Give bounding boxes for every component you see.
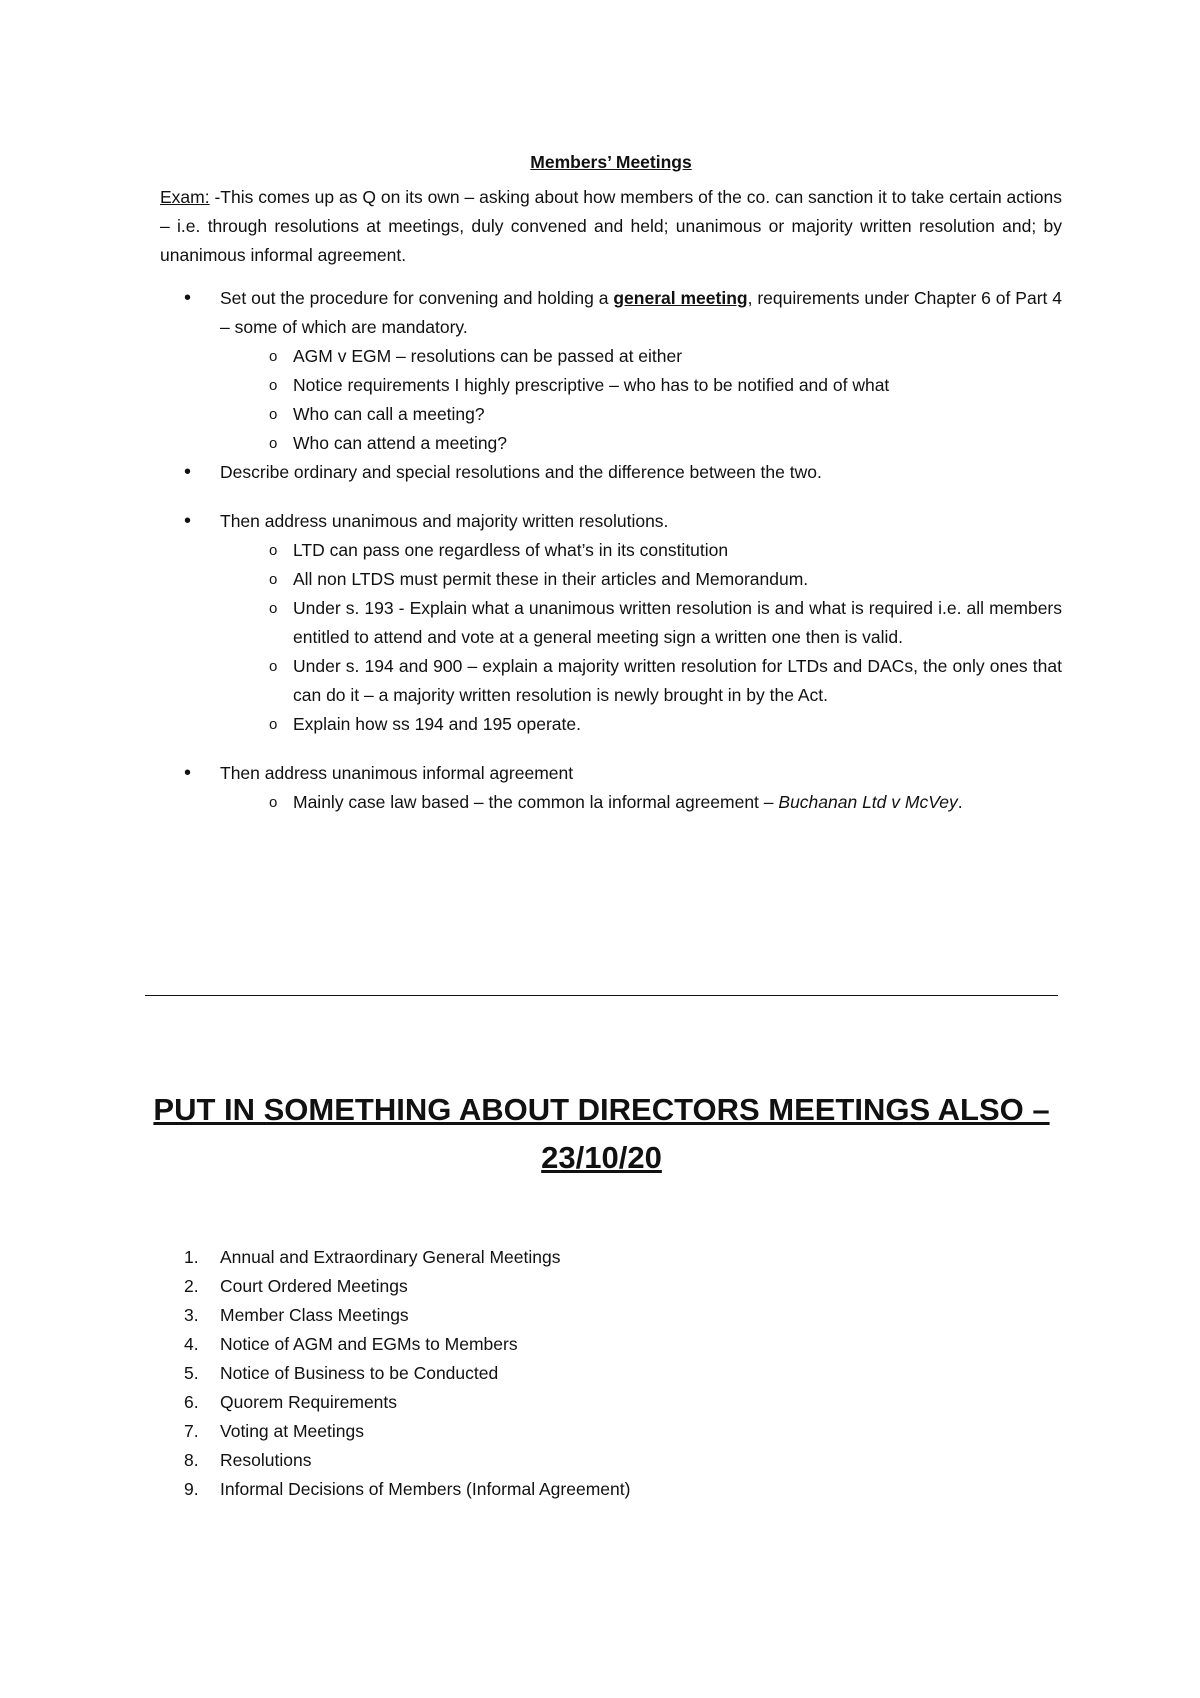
sub-item: o AGM v EGM – resolutions can be passed at either [220, 342, 1062, 371]
item-number: 7. [184, 1421, 199, 1441]
item-text: Voting at Meetings [220, 1421, 364, 1441]
bullet-text: Then address unanimous and majority written resolutions. [220, 511, 669, 531]
item-number: 2. [184, 1276, 199, 1296]
item-text: Resolutions [220, 1450, 312, 1470]
sub-text: Mainly case law based – the common la informal agreement – [293, 792, 779, 812]
item-text: Annual and Extraordinary General Meetings [220, 1247, 561, 1267]
item-text: Member Class Meetings [220, 1305, 409, 1325]
sub-item [220, 788, 1062, 817]
item-text: Court Ordered Meetings [220, 1276, 408, 1296]
item-number: 1. [184, 1247, 199, 1267]
item-number: 5. [184, 1363, 199, 1383]
numbered-list [160, 1243, 630, 1504]
sub-item: o LTD can pass one regardless of what’s in its constitution [220, 536, 1062, 565]
bullet-item [160, 759, 1062, 817]
item-text: Notice of AGM and EGMs to Members [220, 1334, 518, 1354]
numbered-item [160, 1330, 630, 1359]
item-text: Quorem Requirements [220, 1392, 398, 1412]
horizontal-divider [145, 995, 1058, 996]
sub-text: . [957, 792, 963, 812]
sub-item: o Who can attend a meeting? [220, 429, 1062, 458]
item-number: 3. [184, 1305, 199, 1325]
sub-item: o All non LTDS must permit these in their articles and Memorandum. [220, 565, 1062, 594]
item-text: Informal Decisions of Members (Informal Agreement) [220, 1479, 631, 1499]
bullet-list-3 [160, 759, 1062, 817]
bullet-text: Then address unanimous informal agreement [220, 763, 574, 783]
numbered-item [160, 1301, 630, 1330]
bullet-text: Set out the procedure for convening and holding a [220, 288, 614, 308]
numbered-item [160, 1475, 630, 1504]
sub-item: o Notice requirements I highly prescriptive – who has to be notified and of what [220, 371, 1062, 400]
exam-text: -This comes up as Q on its own – asking about how members of the co. can sanction it to take certain actions – i.e. through resolutions at meetings, duly convened and held; unanimous or majority written resolution and; by unanimous informal agreement. [160, 187, 1062, 265]
general-meeting-term: general meeting [613, 288, 748, 308]
bullet-list-1 [160, 284, 1062, 487]
bullet-item: • Describe ordinary and special resolutions and the difference between the two. [160, 458, 1062, 487]
exam-paragraph [160, 183, 1062, 270]
item-number: 4. [184, 1334, 199, 1354]
numbered-item [160, 1243, 630, 1272]
sub-list [220, 788, 1062, 817]
bullet-item [160, 507, 1062, 739]
numbered-item [160, 1446, 630, 1475]
exam-label: Exam: [160, 187, 210, 207]
item-number: 8. [184, 1450, 199, 1470]
sub-list [220, 342, 1062, 458]
sub-list [220, 536, 1062, 739]
numbered-item [160, 1388, 630, 1417]
sub-item: o Under s. 194 and 900 – explain a majority written resolution for LTDs and DACs, the only ones that can do it – a majority written resolution is newly brought in by the Act. [220, 652, 1062, 710]
bullet-text: , requirements under Chapter 6 of Part 4 – some of which are mandatory. [220, 288, 1063, 337]
numbered-item [160, 1359, 630, 1388]
document-body [160, 148, 1062, 817]
case-name: Buchanan Ltd v McVey [778, 792, 958, 812]
sub-item: o Who can call a meeting? [220, 400, 1062, 429]
page-title: Members’ Meetings [530, 152, 692, 172]
numbered-item [160, 1417, 630, 1446]
numbered-item [160, 1272, 630, 1301]
bullet-item [160, 284, 1062, 458]
bullet-list-2 [160, 507, 1062, 739]
sub-item: o Under s. 193 - Explain what a unanimous written resolution is and what is required i.e. all members entitled to attend and vote at a general meeting sign a written one then is valid. [220, 594, 1062, 652]
item-number: 6. [184, 1392, 199, 1412]
sub-item: o Explain how ss 194 and 195 operate. [220, 710, 1062, 739]
directors-meetings-heading: PUT IN SOMETHING ABOUT DIRECTORS MEETINGS ALSO – 23/10/20 [153, 1092, 1050, 1175]
item-number: 9. [184, 1479, 199, 1499]
item-text: Notice of Business to be Conducted [220, 1363, 499, 1383]
